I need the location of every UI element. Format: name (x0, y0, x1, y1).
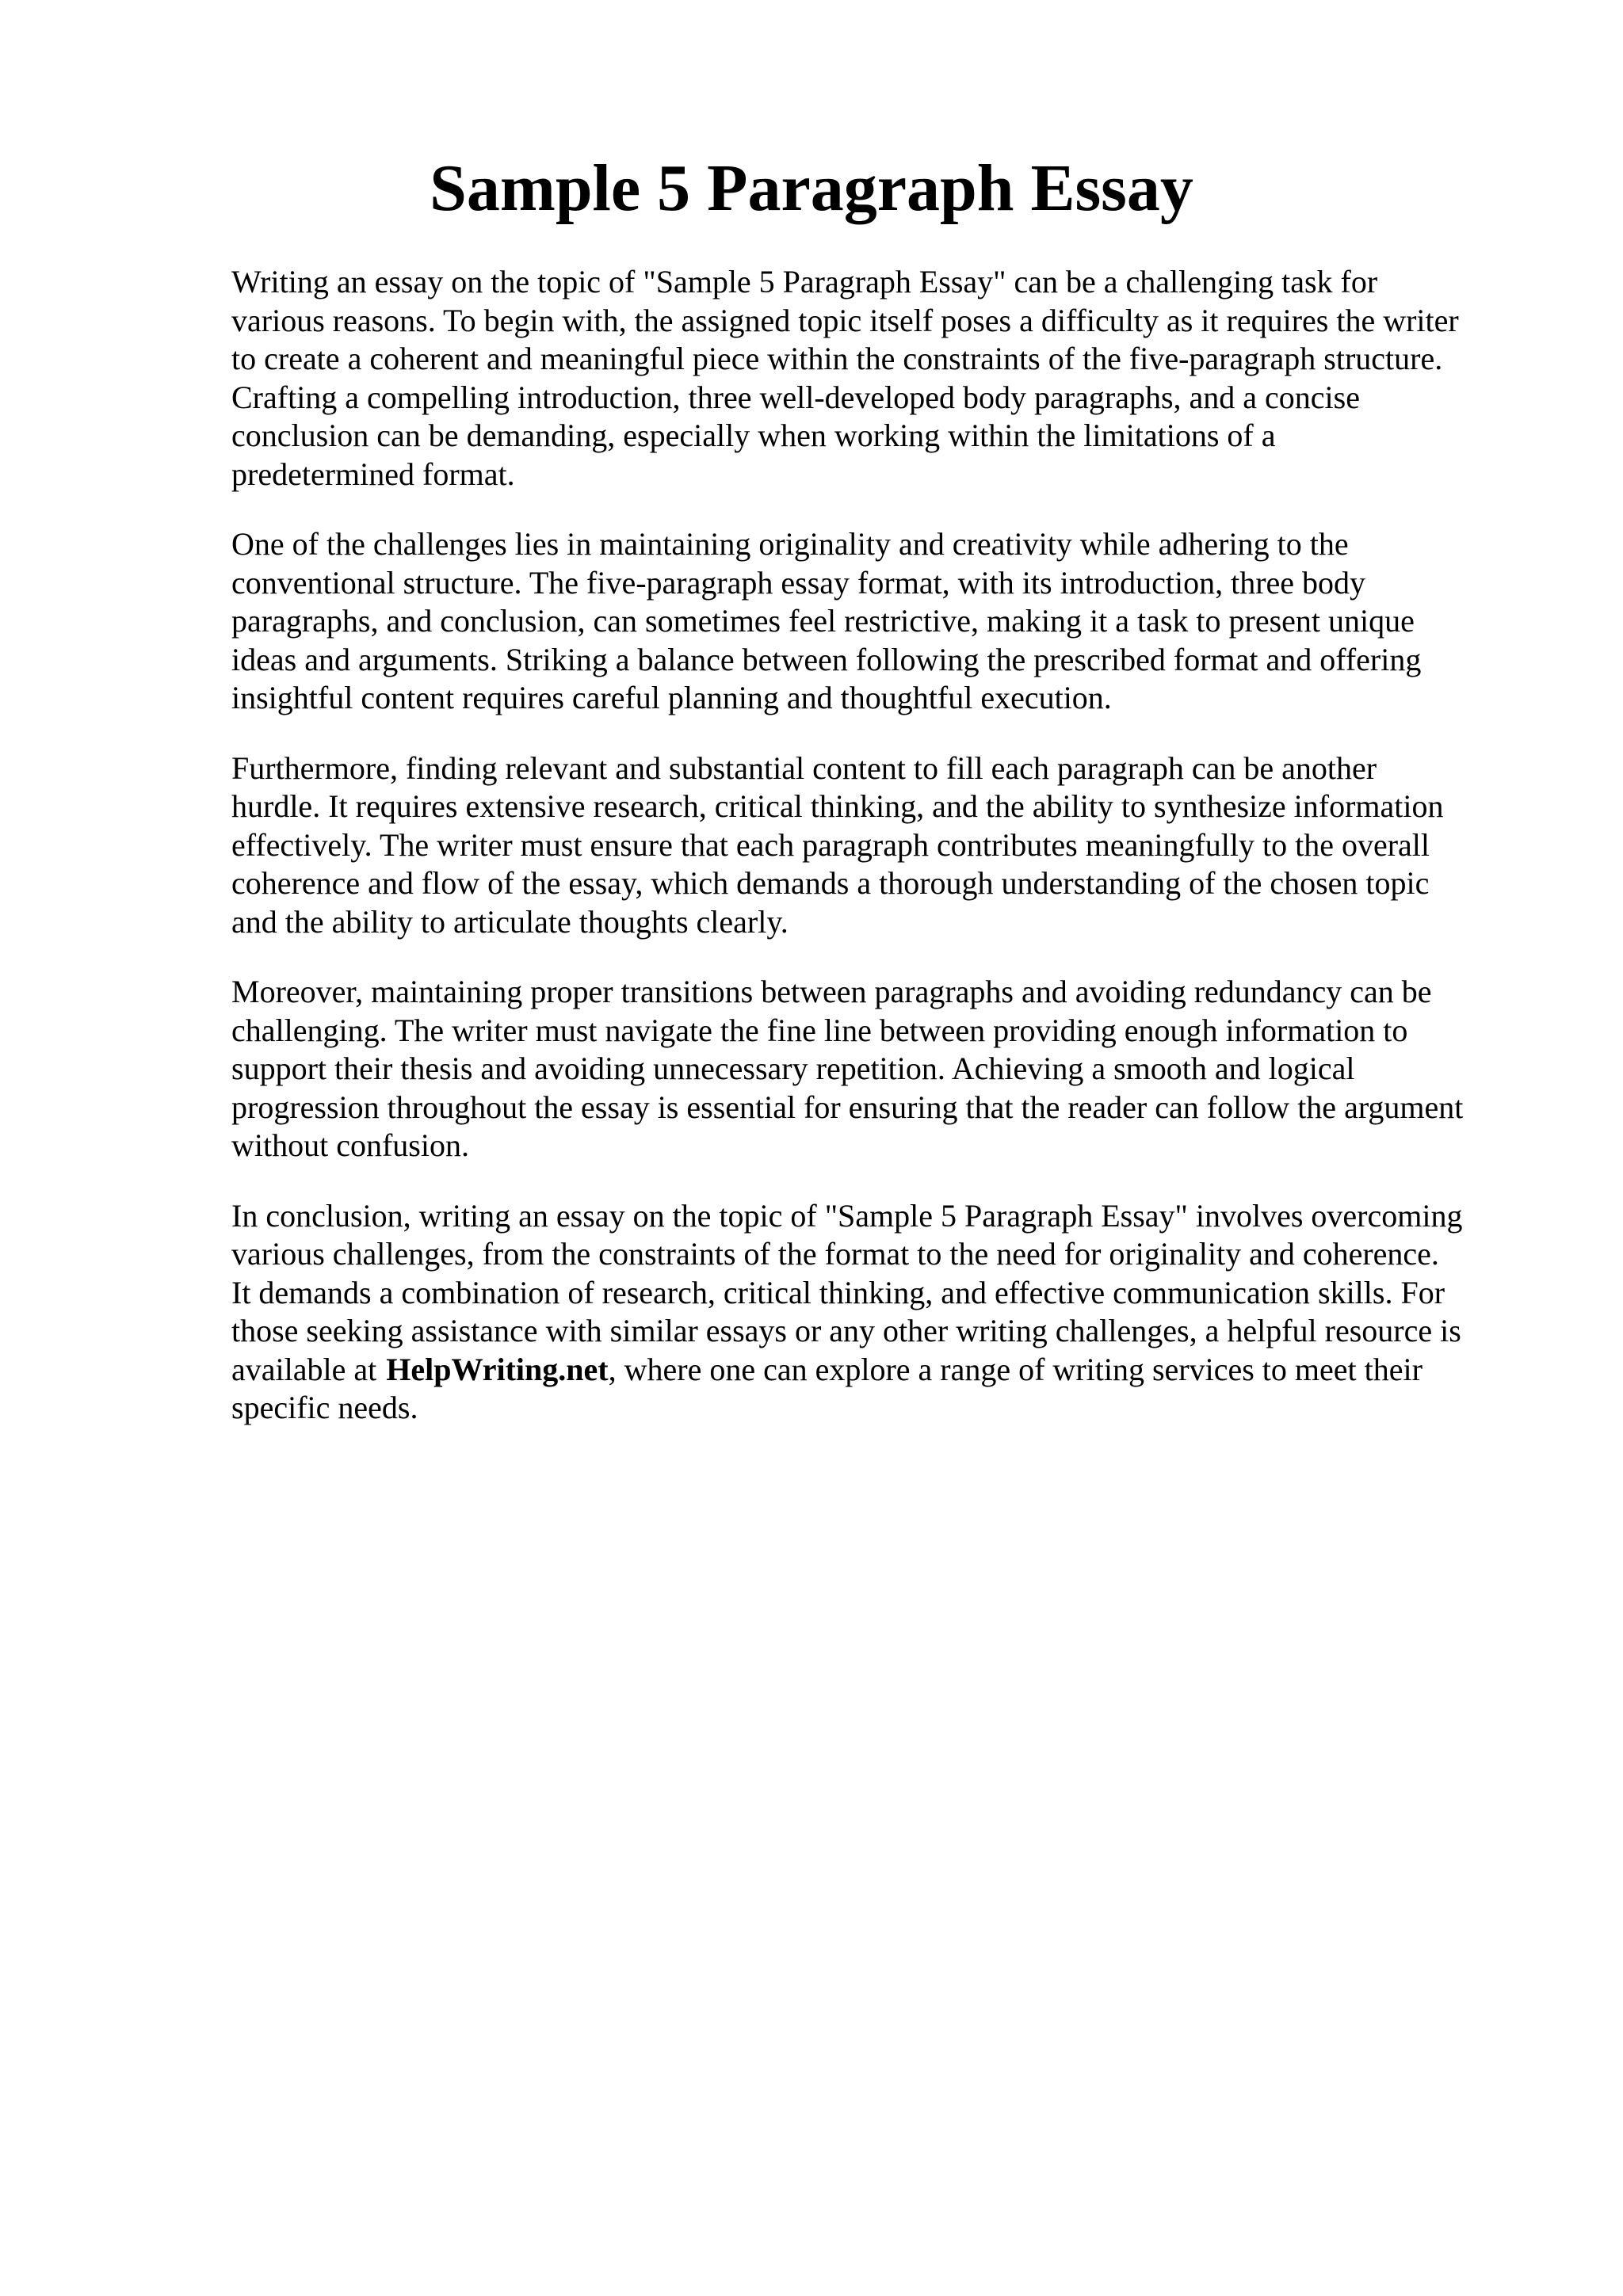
closing-after-link: , where one can explore a range of writing services to meet their (608, 1351, 1423, 1387)
text-line: support their thesis and avoiding unnecessary repetition. Achieving a smooth and logical (231, 1051, 1355, 1086)
paragraph-1 (231, 263, 1531, 494)
text-line: paragraphs, and conclusion, can sometimes feel restrictive, making it a task to present unique (231, 603, 1415, 639)
text-line: those seeking assistance with similar essays or any other writing challenges, a helpful resource is (231, 1313, 1461, 1348)
text-line: In conclusion, writing an essay on the topic of "Sample 5 Paragraph Essay" involves overcoming (231, 1197, 1463, 1234)
text-line: progression throughout the essay is essential for ensuring that the reader can follow the argument (231, 1089, 1464, 1125)
document-title: Sample 5 Paragraph Essay (430, 151, 1193, 225)
paragraph-3 (231, 749, 1531, 942)
paragraph-2 (231, 525, 1531, 718)
text-line: It demands a combination of research, critical thinking, and effective communication skills. For (231, 1274, 1445, 1310)
text-line: Moreover, maintaining proper transitions between paragraphs and avoiding redundancy can be (231, 974, 1432, 1009)
text-line: insightful content requires careful planning and thoughtful execution. (231, 680, 1112, 715)
paragraph-4 (231, 973, 1531, 1165)
text-line: One of the challenges lies in maintaining originality and creativity while adhering to the (231, 526, 1349, 562)
text-line: various challenges, from the constraints of the format to the need for originality and coherence. (231, 1236, 1439, 1272)
text-line: predetermined format. (231, 456, 515, 492)
text-line: and the ability to articulate thoughts clearly. (231, 903, 789, 940)
text-line: various reasons. To begin with, the assigned topic itself poses a difficulty as it requires the writer (231, 302, 1459, 338)
text-line: hurdle. It requires extensive research, critical thinking, and the ability to synthesize information (231, 788, 1444, 824)
paragraph-5 (231, 1197, 1531, 1428)
essay-body (231, 263, 1531, 1459)
text-line: coherence and flow of the essay, which demands a thorough understanding of the chosen topic (231, 865, 1430, 901)
text-line: effectively. The writer must ensure that each paragraph contributes meaningfully to the overall (231, 826, 1430, 863)
text-line: Writing an essay on the topic of "Sample 5 Paragraph Essay" can be a challenging task for (231, 264, 1378, 299)
text-line: conclusion can be demanding, especially when working within the limitations of a (231, 418, 1276, 453)
closing-before-link: available at (231, 1351, 377, 1387)
helpwriting-link[interactable]: HelpWriting.net (386, 1351, 609, 1387)
text-line: Crafting a compelling introduction, three well-developed body paragraphs, and a concise (231, 379, 1360, 415)
text-line: ideas and arguments. Striking a balance between following the prescribed format and offering (231, 641, 1422, 677)
text-line: to create a coherent and meaningful piece within the constraints of the five-paragraph structure. (231, 341, 1443, 376)
text-line: without confusion. (231, 1127, 469, 1163)
text-line: specific needs. (231, 1390, 418, 1425)
text-line: conventional structure. The five-paragraph essay format, with its introduction, three body (231, 564, 1366, 601)
text-line: challenging. The writer must navigate the fine line between providing enough information to (231, 1012, 1408, 1048)
text-line: Furthermore, finding relevant and substantial content to fill each paragraph can be another (231, 749, 1377, 786)
text-line-with-link (231, 1351, 1531, 1390)
